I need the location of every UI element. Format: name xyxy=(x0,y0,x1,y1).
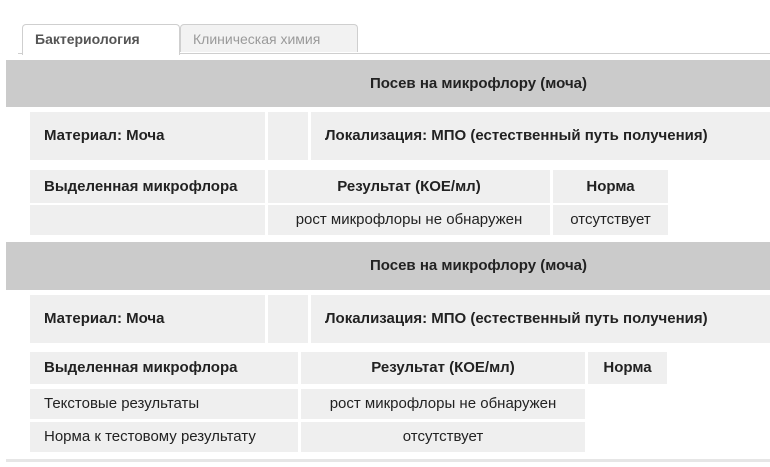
tab-clinical-chemistry[interactable]: Клиническая химия xyxy=(180,24,358,52)
localization-cell: Локализация: МПО (естественный путь получения) xyxy=(311,295,770,343)
localization-cell: Локализация: МПО (естественный путь получения) xyxy=(311,112,770,160)
row-label-cell: Норма к тестовому результату xyxy=(30,422,298,452)
section-title-band xyxy=(6,242,770,290)
material-cell: Материал: Моча xyxy=(30,112,265,160)
header-isolated-microflora: Выделенная микрофлора xyxy=(30,352,298,384)
spacer-cell xyxy=(268,112,308,160)
bottom-divider xyxy=(6,459,770,462)
row-label-cell: Текстовые результаты xyxy=(30,389,298,419)
tab-bacteriology[interactable]: Бактериология xyxy=(22,24,180,55)
header-result: Результат (КОЕ/мл) xyxy=(268,170,550,203)
spacer-cell xyxy=(268,295,308,343)
header-norm: Норма xyxy=(588,352,667,384)
row-norm-cell: отсутствует xyxy=(553,205,668,235)
header-result: Результат (КОЕ/мл) xyxy=(301,352,585,384)
row-result-cell: рост микрофлоры не обнаружен xyxy=(268,205,550,235)
section-title: Посев на микрофлору (моча) xyxy=(370,257,587,274)
material-cell: Материал: Моча xyxy=(30,295,265,343)
section-title-band xyxy=(6,60,770,107)
header-norm: Норма xyxy=(553,170,668,203)
row-result-cell: отсутствует xyxy=(301,422,585,452)
tab-bar xyxy=(18,24,770,54)
row-result-cell: рост микрофлоры не обнаружен xyxy=(301,389,585,419)
header-isolated-microflora: Выделенная микрофлора xyxy=(30,170,265,203)
row-microflora-cell xyxy=(30,205,265,235)
section-title: Посев на микрофлору (моча) xyxy=(370,75,587,92)
